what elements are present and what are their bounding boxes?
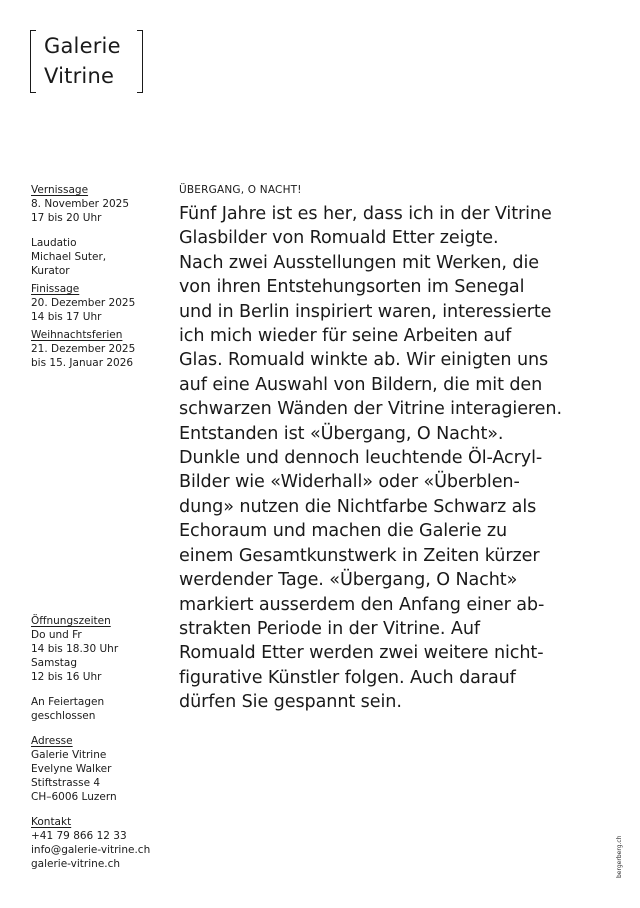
address-owner: Evelyne Walker: [31, 763, 112, 775]
exhibition-title: ÜBERGANG, O NACHT!: [179, 184, 302, 196]
hours-time-weekday: 14 bis 18.30 Uhr: [31, 643, 119, 655]
logo-bracket-left: [30, 30, 36, 93]
finissage-date: 20. Dezember 2025: [31, 297, 136, 309]
body-line: Nach zwei Ausstellungen mit Werken, die: [179, 252, 539, 273]
body-line: schwarzen Wänden der Vitrine interagieren.: [179, 399, 562, 420]
contact-website[interactable]: galerie-vitrine.ch: [31, 858, 121, 870]
address-street: Stiftstrasse 4: [31, 777, 101, 789]
body-line: werdender Tage. «Übergang, O Nacht»: [179, 570, 518, 591]
body-line: Bilder wie «Widerhall» oder «Überblen-: [179, 472, 520, 493]
finissage-time: 14 bis 17 Uhr: [31, 311, 102, 323]
laudatio-label: Laudatio: [31, 237, 77, 249]
laudatio-block: [31, 236, 171, 278]
body-line: Fünf Jahre ist es her, dass ich in der Vitrine: [179, 204, 552, 224]
body-line: ich mich wieder für seine Arbeiten auf: [179, 326, 512, 347]
exhibition-body: [179, 202, 619, 715]
holiday-note-line-2: geschlossen: [31, 710, 96, 722]
logo-line-1: Galerie: [44, 34, 121, 58]
contact-block: [31, 815, 171, 871]
vernissage-time: 17 bis 20 Uhr: [31, 212, 102, 224]
body-line: von ihren Entstehungsorten im Senegal: [179, 277, 525, 298]
vernissage-date: 8. November 2025: [31, 198, 130, 210]
gallery-logo: [30, 30, 143, 93]
exhibition-text: [179, 183, 619, 715]
holidays-start: 21. Dezember 2025: [31, 343, 136, 355]
body-line: dürfen Sie gespannt sein.: [179, 692, 402, 713]
logo-line-2: Vitrine: [44, 64, 115, 88]
opening-hours-heading: Öffnungszeiten: [31, 615, 111, 627]
body-line: markiert ausserdem den Anfang einer ab-: [179, 594, 545, 615]
hours-time-saturday: 12 bis 16 Uhr: [31, 671, 102, 683]
info-sidebar: [31, 614, 171, 882]
vernissage-heading: Vernissage: [31, 184, 89, 196]
hours-days-saturday: Samstag: [31, 657, 78, 669]
body-line: Dunkle und dennoch leuchtende Öl-Acryl-: [179, 448, 543, 469]
contact-heading: Kontakt: [31, 816, 72, 828]
holidays-heading: Weihnachtsferien: [31, 329, 123, 341]
logo-bracket-right: [137, 30, 143, 93]
address-city: CH–6006 Luzern: [31, 791, 117, 803]
body-line: Entstanden ist «Übergang, O Nacht».: [179, 423, 504, 444]
hours-days-weekday: Do und Fr: [31, 629, 82, 641]
vernissage-block: [31, 183, 171, 225]
laudatio-role: Kurator: [31, 265, 70, 277]
body-line: auf eine Auswahl von Bildern, die mit den: [179, 374, 543, 395]
body-line: einem Gesamtkunstwerk in Zeiten kürzer: [179, 545, 540, 566]
body-line: Echoraum und machen die Galerie zu: [179, 521, 508, 542]
holiday-note-block: [31, 695, 171, 723]
opening-hours-block: [31, 614, 171, 684]
body-line: strakten Periode in der Vitrine. Auf: [179, 618, 480, 639]
laudatio-speaker: Michael Suter,: [31, 251, 107, 263]
holidays-end: bis 15. Januar 2026: [31, 357, 134, 369]
body-line: dung» nutzen die Nichtfarbe Schwarz als: [179, 496, 537, 517]
holiday-note-line-1: An Feiertagen: [31, 696, 105, 708]
designer-credit: bergerberg.ch: [616, 835, 623, 878]
body-line: Glasbilder von Romuald Etter zeigte.: [179, 228, 499, 249]
holidays-block: [31, 328, 171, 370]
finissage-heading: Finissage: [31, 283, 80, 295]
address-heading: Adresse: [31, 735, 73, 747]
address-block: [31, 734, 171, 804]
contact-phone[interactable]: +41 79 866 12 33: [31, 830, 127, 842]
address-gallery: Galerie Vitrine: [31, 749, 107, 761]
event-dates-sidebar: [31, 183, 171, 381]
finissage-block: [31, 282, 171, 324]
contact-email[interactable]: info@galerie-vitrine.ch: [31, 844, 151, 856]
body-line: Glas. Romuald winkte ab. Wir einigten uns: [179, 350, 549, 371]
body-line: und in Berlin inspiriert waren, interessierte: [179, 301, 552, 322]
body-line: figurative Künstler folgen. Auch darauf: [179, 667, 516, 688]
body-line: Romuald Etter werden zwei weitere nicht-: [179, 643, 544, 664]
